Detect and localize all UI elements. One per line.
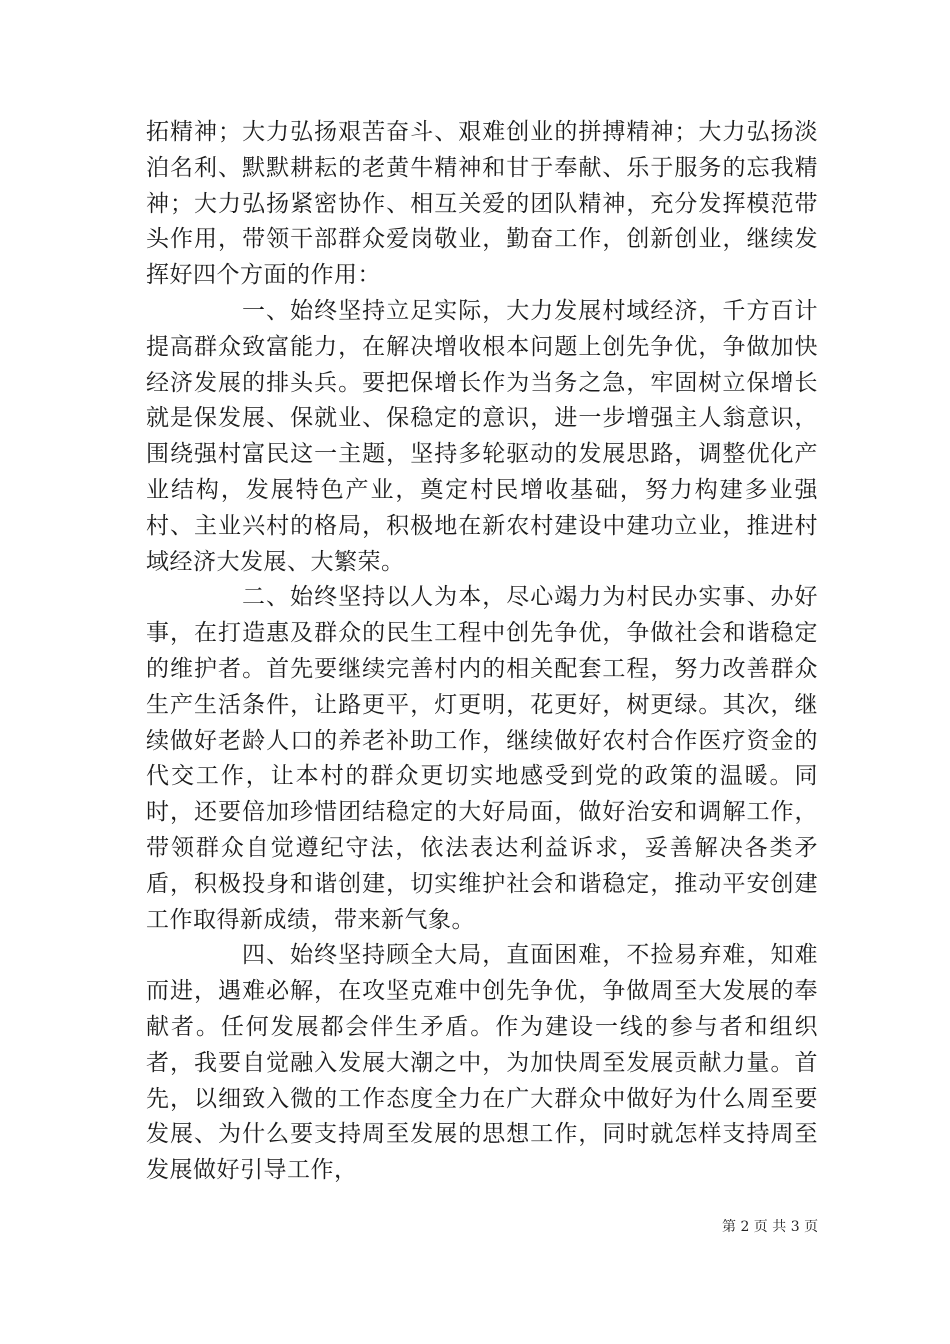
paragraph-continuation: 拓精神；大力弘扬艰苦奋斗、艰难创业的拼搏精神；大力弘扬淡泊名利、默默耕耘的老黄牛精神和甘于奉献、乐于服务的忘我精神；大力弘扬紧密协作、相互关爱的团队精神，充分发挥模范带头作用，带领干部群众爱岗敬业，勤奋工作，创新创业，继续发挥好四个方面的作用： bbox=[146, 119, 818, 289]
paragraph-section-one: 一、始终坚持立足实际，大力发展村域经济，千方百计提高群众致富能力，在解决增收根本问题上创先争优，争做加快经济发展的排头兵。要把保增长作为当务之急，牢固树立保增长就是保发展、保就业、保稳定的意识，进一步增强主人翁意识，围绕强村富民这一主题，坚持多轮驱动的发展思路，调整优化产业结构，发展特色产业，奠定村民增收基础，努力构建多业强村、主业兴村的格局，积极地在新农村建设中建功立业，推进村域经济大发展、大繁荣。 bbox=[146, 297, 818, 575]
document-body bbox=[146, 115, 818, 1189]
page-number: 第 2 页 共 3 页 bbox=[722, 1219, 819, 1235]
paragraph-section-four: 四、始终坚持顾全大局，直面困难，不捡易弃难，知难而进，遇难必解，在攻坚克难中创先争优，争做周至大发展的奉献者。任何发展都会伴生矛盾。作为建设一线的参与者和组织者，我要自觉融入发展大潮之中，为加快周至发展贡献力量。首先，以细致入微的工作态度全力在广大群众中做好为什么周至要发展、为什么要支持周至发展的思想工作，同时就怎样支持周至发展做好引导工作， bbox=[146, 942, 818, 1184]
paragraph-section-two: 二、始终坚持以人为本，尽心竭力为村民办实事、办好事，在打造惠及群众的民生工程中创先争优，争做社会和谐稳定的维护者。首先要继续完善村内的相关配套工程，努力改善群众生产生活条件，让路更平，灯更明，花更好，树更绿。其次，继续做好老龄人口的养老补助工作，继续做好农村合作医疗资金的代交工作，让本村的群众更切实地感受到党的政策的温暖。同时，还要倍加珍惜团结稳定的大好局面，做好治安和调解工作，带领群众自觉遵纪守法，依法表达利益诉求，妥善解决各类矛盾，积极投身和谐创建，切实维护社会和谐稳定，推动平安创建工作取得新成绩，带来新气象。 bbox=[146, 584, 818, 933]
